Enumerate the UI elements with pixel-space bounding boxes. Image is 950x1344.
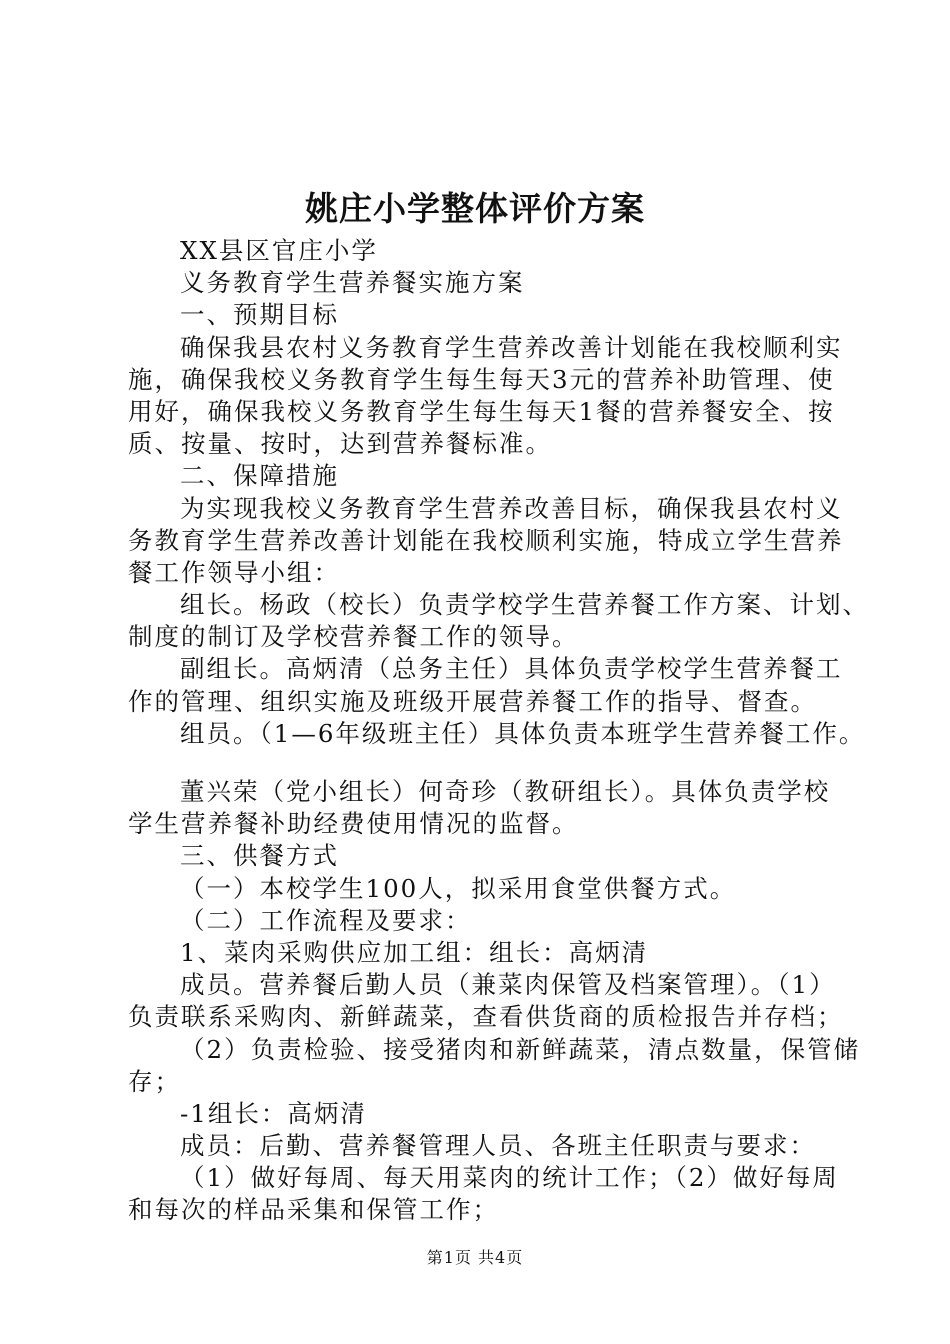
text-line: 制度的制订及学校营养餐工作的领导。 xyxy=(128,622,579,652)
text-line: -1组长：高炳清 xyxy=(180,1098,367,1128)
text-line: （2）负责检验、接受猪肉和新鲜蔬菜，清点数量，保管储 xyxy=(180,1034,861,1064)
text-line: 组长。杨政（校长）负责学校学生营养餐工作方案、计划、 xyxy=(180,590,869,620)
text-line: （二）工作流程及要求： xyxy=(180,905,472,935)
text-line: 组员。（1—6年级班主任）具体负责本班学生营养餐工作。 xyxy=(180,718,866,748)
text-line: 学生营养餐补助经费使用情况的监督。 xyxy=(128,809,579,839)
text-line: 和每次的样品采集和保管工作； xyxy=(128,1195,499,1225)
text-line: 负责联系采购肉、新鲜蔬菜，查看供货商的质检报告并存档； xyxy=(128,1002,844,1032)
text-line: 餐工作领导小组： xyxy=(128,557,340,587)
text-line: （1）做好每周、每天用菜肉的统计工作；（2）做好每周 xyxy=(180,1163,839,1193)
text-line: 二、保障措施 xyxy=(180,461,339,491)
text-line: 成员。营养餐后勤人员（兼菜肉保管及档案管理）。（1） xyxy=(180,970,836,1000)
blank-line xyxy=(128,750,828,776)
text-line: XX县区官庄小学 xyxy=(180,236,378,265)
text-line: 董兴荣（党小组长）何奇珍（教研组长）。具体负责学校 xyxy=(180,777,831,806)
text-line: （一）本校学生100人，拟采用食堂供餐方式。 xyxy=(180,873,737,903)
text-line: 用好，确保我校义务教育学生每生每天1餐的营养餐安全、按 xyxy=(128,396,835,426)
document-body xyxy=(128,235,869,1227)
text-line: 义务教育学生营养餐实施方案 xyxy=(180,268,525,298)
text-line: 三、供餐方式 xyxy=(180,841,339,871)
text-line: 务教育学生营养改善计划能在我校顺利实施，特成立学生营养 xyxy=(128,525,844,555)
text-line: 存； xyxy=(128,1066,181,1096)
text-line: 副组长。高炳清（总务主任）具体负责学校学生营养餐工 xyxy=(180,654,843,684)
text-line: 一、预期目标 xyxy=(180,300,339,330)
text-line: 为实现我校义务教育学生营养改善目标，确保我县农村义 xyxy=(180,493,843,523)
page-footer: 第1页 共4页 xyxy=(426,1248,524,1267)
text-line: 确保我县农村义务教育学生营养改善计划能在我校顺利实 xyxy=(180,332,843,362)
text-line: 施，确保我校义务教育学生每生每天3元的营养补助管理、使 xyxy=(128,364,835,394)
text-line: 质、按量、按时，达到营养餐标准。 xyxy=(128,429,552,459)
text-line: 作的管理、组织实施及班级开展营养餐工作的指导、督查。 xyxy=(128,686,817,716)
document-title: 姚庄小学整体评价方案 xyxy=(305,189,645,228)
text-line: 1、菜肉采购供应加工组：组长：高炳清 xyxy=(180,937,649,967)
text-line: 成员：后勤、营养餐管理人员、各班主任职责与要求： xyxy=(180,1131,816,1161)
